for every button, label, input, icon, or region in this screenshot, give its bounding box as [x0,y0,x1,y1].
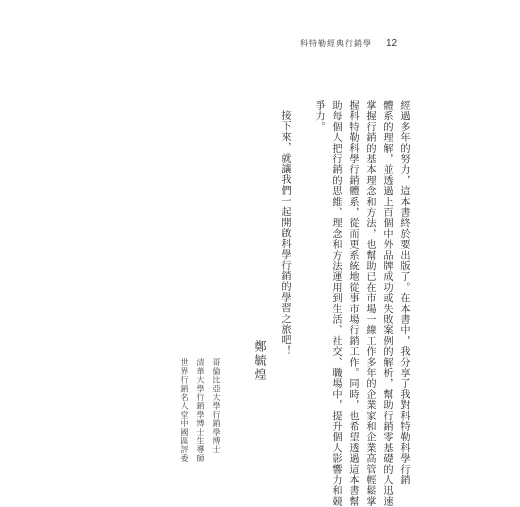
body-line: 掌握行銷的基本理念和方法，也幫助已在市場一線工作多年的企業家和企業高管輕鬆掌 [364,100,375,507]
body-line: 經過多年的努力，這本書終於要出版了。在本書中，我分享了我對科特勒科學行銷 [398,100,409,486]
running-header [300,38,397,49]
author-title: 哥倫比亞大學行銷學博士 [212,358,222,454]
book-title: 科特勒經典行銷學 [300,39,372,48]
author-title: 世界行銷名人堂中國區評委 [180,358,190,463]
body-line: 握科特勒科學行銷體系，從而更系統地從事市場行銷工作。同時，也希望透過這本書幫 [347,100,358,507]
author-name: 鄭毓煌 [253,340,267,382]
author-title: 清華大學行銷學博士生導師 [196,358,206,463]
body-line: 接下來，就讓我們一起開啟科學行銷的學習之旅吧！ [279,110,290,357]
body-line: 體系的理解，並透過上百個中外品牌成功或失敗案例的解析，幫助行銷零基礎的人迅速 [381,100,392,507]
body-line: 助每個人把行銷的思維、理念和方法運用到生活、社交、職場中，提升個人影響力和競 [330,100,341,507]
body-line: 爭力。 [313,100,324,133]
page-number: 12 [386,38,398,49]
